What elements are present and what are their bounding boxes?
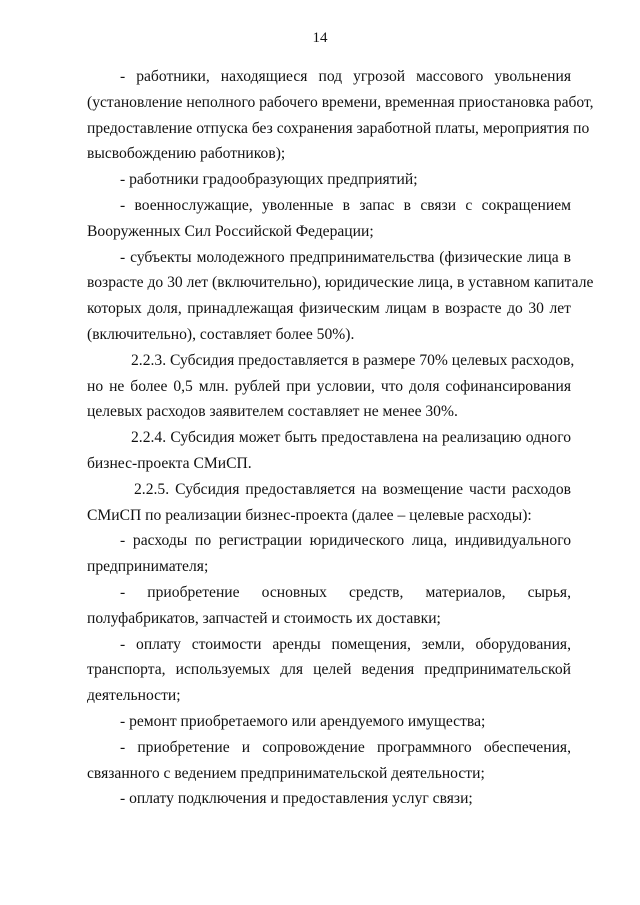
- text-line: - ремонт приобретаемого или арендуемого имущества;: [120, 712, 486, 730]
- text-line: транспорта, используемых для целей ведения предпринимательской: [87, 661, 571, 679]
- text-line: - субъекты молодежного предпринимательства (физические лица в: [120, 248, 571, 266]
- text-line: деятельности;: [87, 687, 181, 705]
- clause-2-2-4: [87, 425, 571, 477]
- item-property-repair: [87, 709, 571, 735]
- paragraph-endangered-workers: [87, 64, 594, 167]
- text-line: но не более 0,5 млн. рублей при условии, что доля софинансирования: [87, 377, 571, 395]
- text-line: СМиСП по реализации бизнес-проекта (далее – целевые расходы):: [87, 506, 532, 524]
- text-line: Вооруженных Сил Российской Федерации;: [87, 222, 374, 240]
- text-line: - работники градообразующих предприятий;: [120, 171, 418, 189]
- item-rent-costs: [87, 632, 571, 709]
- text-line: - военнослужащие, уволенные в запас в связи с сокращением: [120, 196, 571, 214]
- text-line: высвобождению работников);: [87, 145, 286, 163]
- text-line: - приобретение основных средств, материалов, сырья,: [120, 583, 571, 601]
- text-line: полуфабрикатов, запчастей и стоимость их доставки;: [87, 609, 441, 627]
- text-line: связанного с ведением предпринимательской деятельности;: [87, 764, 485, 782]
- paragraph-youth-entrepreneurs: [87, 245, 594, 348]
- text-line: целевых расходов заявителем составляет не менее 30%.: [87, 403, 458, 421]
- text-line: 2.2.4. Субсидия может быть предоставлена на реализацию одного: [131, 429, 571, 447]
- text-line: 2.2.5. Субсидия предоставляется на возмещение части расходов: [134, 480, 571, 498]
- text-line: предоставление отпуска без сохранения заработной платы, мероприятия по: [87, 119, 590, 137]
- text-line: бизнес-проекта СМиСП.: [87, 454, 252, 472]
- text-line: - оплату подключения и предоставления услуг связи;: [120, 790, 473, 808]
- page-number: 14: [312, 30, 328, 46]
- text-line: (включительно), составляет более 50%).: [87, 325, 355, 343]
- text-line: (установление неполного рабочего времени, временная приостановка работ,: [87, 93, 594, 111]
- text-line: - оплату стоимости аренды помещения, земли, оборудования,: [120, 635, 571, 653]
- paragraph-company-town-workers: [87, 167, 571, 193]
- text-line: - расходы по регистрации юридического лица, индивидуального: [120, 532, 571, 550]
- text-line: которых доля, принадлежащая физическим лицам в возрасте до 30 лет: [87, 300, 571, 318]
- item-communication-services: [87, 786, 571, 812]
- item-software: [87, 735, 571, 787]
- document-body: [87, 64, 594, 812]
- item-registration-costs: [87, 528, 571, 580]
- text-line: 2.2.3. Субсидия предоставляется в размере 70% целевых расходов,: [131, 351, 575, 369]
- text-line: - работники, находящиеся под угрозой массового увольнения: [120, 68, 571, 85]
- text-line: возрасте до 30 лет (включительно), юридические лица, в уставном капитале: [87, 274, 594, 292]
- item-fixed-assets: [87, 580, 571, 632]
- paragraph-military-personnel: [87, 193, 571, 245]
- clause-2-2-3: [87, 348, 575, 425]
- clause-2-2-5: [87, 477, 571, 529]
- text-line: предпринимателя;: [87, 558, 209, 576]
- text-line: - приобретение и сопровождение программного обеспечения,: [120, 738, 571, 756]
